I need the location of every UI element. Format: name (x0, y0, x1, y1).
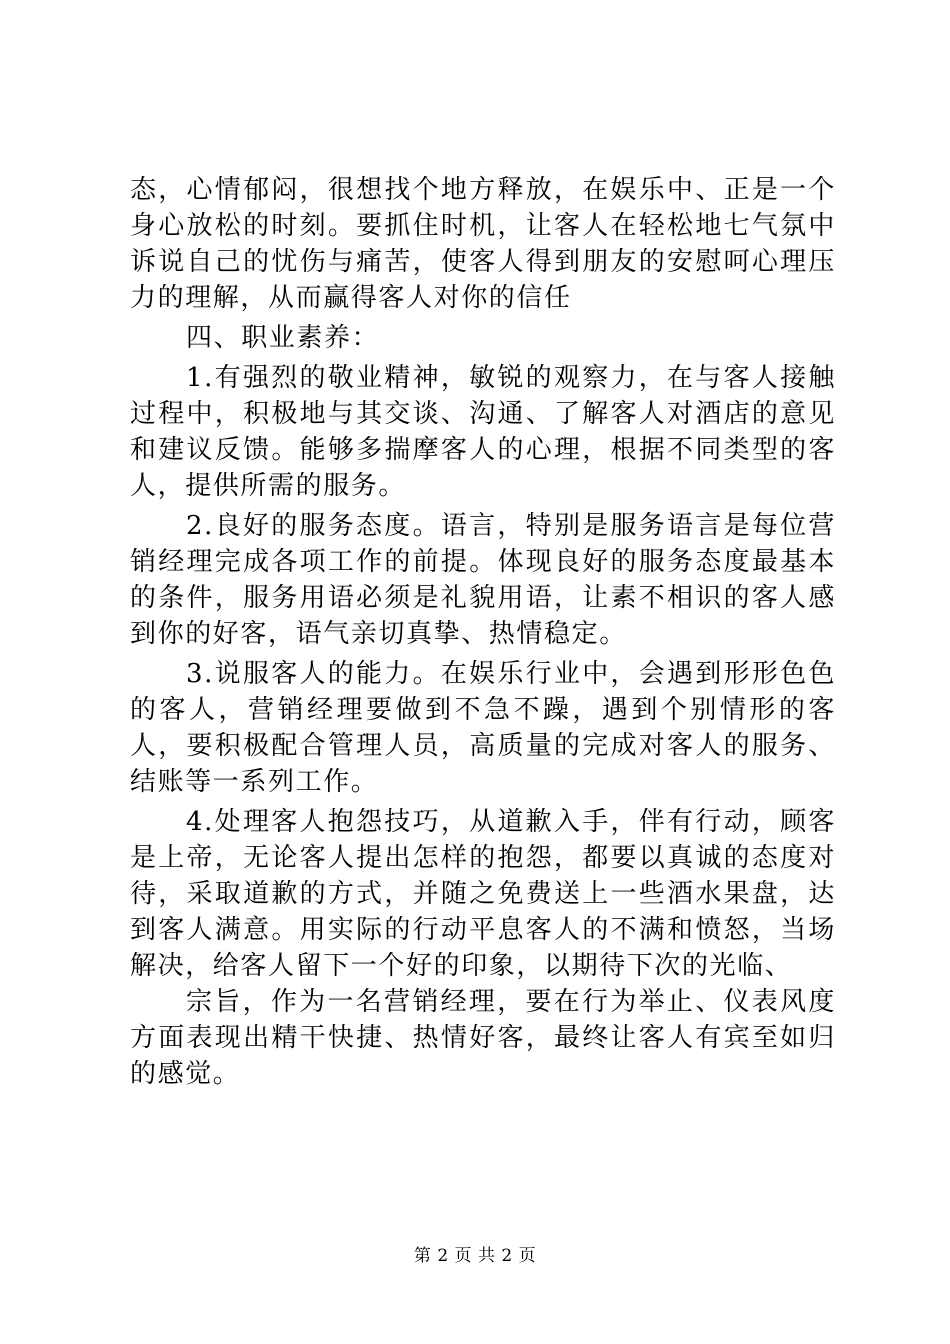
paragraph-item-2: 2.良好的服务态度。语言，特别是服务语言是每位营销经理完成各项工作的前提。体现良好的服务态度最基本的条件，服务用语必须是礼貌用语，让素不相识的客人感到你的好客，语气亲切真挚、热情稳定。 (130, 511, 836, 649)
page-number-footer: 第 2 页 共 2 页 (413, 1246, 537, 1266)
paragraph-item-3: 3.说服客人的能力。在娱乐行业中，会遇到形形色色的客人，营销经理要做到不急不躁，遇到个别情形的客人，要积极配合管理人员，高质量的完成对客人的服务、结账等一系列工作。 (130, 659, 836, 797)
section-heading-professional-quality: 四、职业素养： (186, 323, 380, 353)
paragraph-continuation: 态，心情郁闷，很想找个地方释放，在娱乐中、正是一个身心放松的时刻。要抓住时机，让客人在轻松地七气氛中诉说自己的忧伤与痛苦，使客人得到朋友的安慰呵心理压力的理解，从而赢得客人对你的信任 (130, 175, 836, 313)
document-body (130, 172, 836, 1092)
paragraph-item-4: 4.处理客人抱怨技巧，从道歉入手，伴有行动，顾客是上帝，无论客人提出怎样的抱怨，都要以真诚的态度对待，采取道歉的方式，并随之免费送上一些酒水果盘，达到客人满意。用实际的行动平息客人的不满和愤怒，当场解决，给客人留下一个好的印象，以期待下次的光临、 (130, 807, 836, 981)
paragraph-purpose: 宗旨，作为一名营销经理，要在行为举止、仪表风度方面表现出精干快捷、热情好客，最终让客人有宾至如归的感觉。 (130, 987, 836, 1089)
paragraph-item-1: 1.有强烈的敬业精神，敏锐的观察力，在与客人接触过程中，积极地与其交谈、沟通、了解客人对酒店的意见和建议反馈。能够多揣摩客人的心理，根据不同类型的客人，提供所需的服务。 (130, 363, 836, 501)
